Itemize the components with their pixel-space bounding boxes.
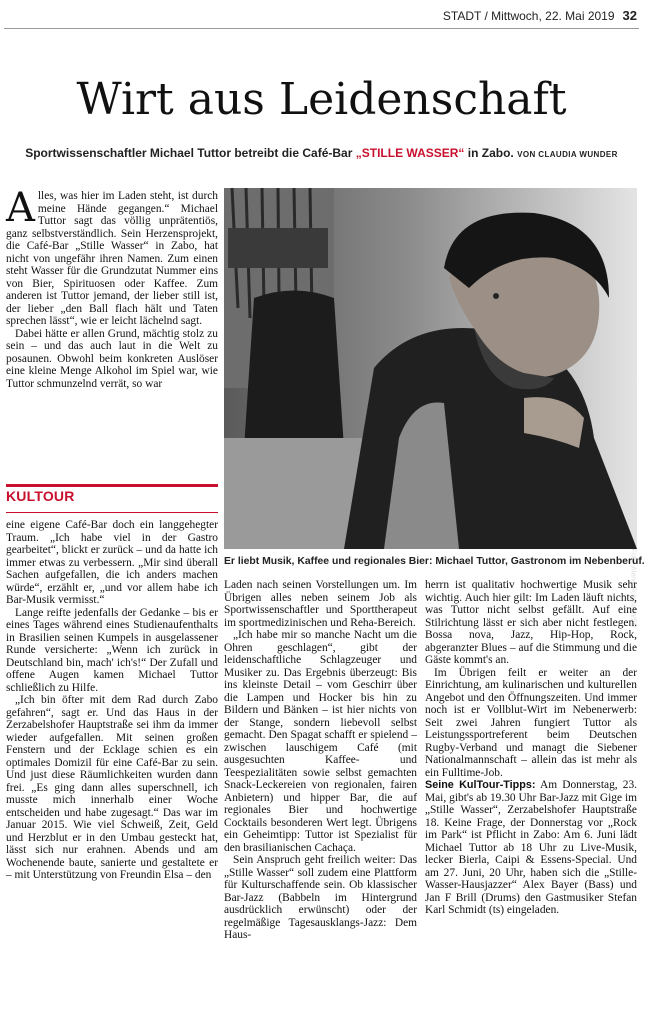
col1-paragraph-1: eine eigene Café-Bar doch ein langgehegter Traum. „Ich habe viel in der Gastro gearbeitet“, blickt er zurück – und da hatte ich immer etwas zu verbessern. „Mir sind überall Sachen aufgefallen, die ich anders machen würde“, erzählt er, „und vor allem habe ich Bar-Musik vermisst.“ (6, 519, 218, 606)
column-3 (425, 579, 637, 1019)
page-number: 32 (622, 8, 637, 23)
subline-lead: Sportwissenschaftler Michael Tuttor betreibt die Café-Bar (25, 146, 353, 160)
col3-tips-paragraph (425, 779, 637, 917)
tips-text: Am Donnerstag, 23. Mai, gibt's ab 19.30 Uhr Bar-Jazz mit Gige im „Stille Wasser“, Zerzabelshofer Hauptstraße 18. Keine Frage, der Donnerstag vor „Rock im Park“ ist Pflicht in Zabo: Am 6. Juni lädt Michael Tuttor ab 18 Uhr zu Live-Musik, lecker Bierla, Caipi & Essens-Special. Und am 27. Juni, 20 Uhr, haben sich die „Stille-Wasser-Hausjazzer“ Alex Bayer (Bass) und Jan F Brill (Drums) den Gastmusiker Stefan Karl Schmidt (ts) eingeladen. (425, 779, 638, 916)
col2-paragraph-3: Sein Anspruch geht freilich weiter: Das „Stille Wasser“ soll zudem eine Plattform für Kulturschaffende sein. Ob klassischer Bar-Jazz (Babbeln im Hintergrund ausdrücklich erwünscht) oder der regelmäßige Tagesausklangs-Jazz: Dem Haus- (224, 854, 417, 941)
photo-credit: Foto: Alena Rohmann/BR (629, 548, 636, 628)
col3-paragraph-1: herrn ist qualitativ hochwertige Musik sehr wichtig. Auch hier gilt: Im Laden läuft nichts, was Tuttor nicht selbst gefällt. Auf eine Stilrichtung lässt er sich aber nicht festlegen. Bossa nova, Jazz, Hip-Hop, Rock, abgeranzter Blues – auf die Stimmung und die Gäste kommt's an. (425, 579, 637, 666)
col2-paragraph-2: „Ich habe mir so manche Nacht um die Ohren geschlagen“, gibt der leidenschaftliche Schlagzeuger und Musiker zu. Das Ergebnis überzeugt: Bis ins kleinste Detail – vom Geschirr über die Lampen und Hocker bis hin zu Bildern und Bänken – ist hier nichts von der Stange, sondern liebevoll selbst gemacht. Den Spagat schafft er spielend – zwischen lauschigem Café (mit ausgesuchten Kaffee- und Teespezialitäten sowie selbst gemachten Snack-Leckereien von regionalen, fairen Anbietern) und hipper Bar, die auf regionales Bier und hochwertige Cocktails besonderen Wert legt. Übrigens ein Geheimtipp: Tuttor ist Spezialist für den brasilianischen Cachaça. (224, 629, 417, 854)
column-1 (6, 519, 218, 1019)
col2-paragraph-1: Laden nach seinen Vorstellungen um. Im Übrigen alles neben seinem Job als Sportwissenschaftler und Sporttherapeut im sportmedizinischen und Reha-Bereich. (224, 579, 417, 629)
kultour-label: KULTOUR (6, 488, 75, 504)
photo-caption: Er liebt Musik, Kaffee und regionales Bier: Michael Tuttor, Gastronom im Nebenberuf. (224, 556, 645, 567)
subline-tail: in Zabo. (467, 146, 514, 160)
intro-column (6, 185, 218, 480)
intro-paragraph-1-text: lles, was hier im Laden steht, ist durch meine Hände gegangen.“ Michael Tuttor sagt das völlig unprätentiös, ganz selbstverständlich. Sein Herzensprojekt, die Café-Bar „Stille Wasser“ in Zabo, hat nicht von ungefähr ihren Namen. Zum einen steht Wasser für die Grundzutat Nummer eins von Bier, Spirituosen oder Kaffee. Zum anderen ist Tuttor jemand, der lieber still ist, der lieber „den Ball flach hält und Taten sprechen lässt“, wie er leicht lächelnd sagt. (6, 190, 218, 327)
author-byline: VON CLAUDIA WUNDER (517, 150, 618, 159)
drop-cap: A (6, 185, 35, 231)
article-subline (0, 146, 643, 160)
column-2 (224, 579, 417, 1019)
intro-paragraph-2: Dabei hätte er allen Grund, mächtig stolz zu sein – und das auch laut in die Welt zu posaunen. Obwohl beim konkreten Auslöser eine kleine Menge Alkohol im Spiel war, wie Tuttor schmunzelnd verrät, so war (6, 327, 218, 390)
intro-paragraph-1 (6, 185, 218, 328)
col3-paragraph-2: Im Übrigen feilt er weiter an der Einrichtung, am kulinarischen und kulturellen Angebot und den Öffnungszeiten. Und immer noch ist er Vollblut-Wirt im Nebenerwerb: Seit zwei Jahren fungiert Tuttor als Leistungssportreferent beim Deutschen Rugby-Verband und managt die Siebener Nationalmannschaft – allein das ist mehr als ein Fulltime-Job. (425, 666, 637, 779)
col1-paragraph-2: Lange reifte jedenfalls der Gedanke – bis er eines Tages während eines Studienaufenthalts in Brasilien seinen Kumpels in ausgelassener Runde versicherte: „Wenn ich zurück in Deutschland bin, mach' ich's!“ Der Zufall und offene Augen kamen Michael Tuttor schließlich zu Hilfe. (6, 606, 218, 694)
header-section-date: STADT / Mittwoch, 22. Mai 2019 (442, 9, 615, 23)
subline-brand: „STILLE WASSER“ (355, 146, 465, 160)
page-header (443, 8, 637, 23)
kultour-rule-bottom (6, 512, 218, 513)
kultour-rule-top (6, 484, 218, 487)
photo-portrait-illustration (224, 188, 637, 549)
col1-paragraph-3: „Ich bin öfter mit dem Rad durch Zabo gefahren“, sagt er. Und das Haus in der Zerzabelshofer Hauptstraße sei ihm da immer wieder aufgefallen. Mit seinen großen Fenstern und der Ecklage schien es ein optimales Domizil für eine Café-Bar zu sein. Und just diese Räumlichkeiten wurden dann frei. „Es ging dann alles superschnell, ich musste mich innerhalb einer Woche entscheiden und habe zugesagt.“ Das war im Januar 2015. Wie viel Schweiß, Zeit, Geld und Herzblut er in den Umbau gesteckt hat, lässt sich nur erahnen. Abends und am Wochenende baute, sanierte und gestaltete er – mit Unterstützung von Freundin Elsa – den (6, 694, 218, 881)
tips-label: Seine KulTour-Tipps: (425, 779, 536, 791)
header-rule (4, 28, 639, 29)
article-headline: Wirt aus Leidenschaft (76, 74, 567, 125)
